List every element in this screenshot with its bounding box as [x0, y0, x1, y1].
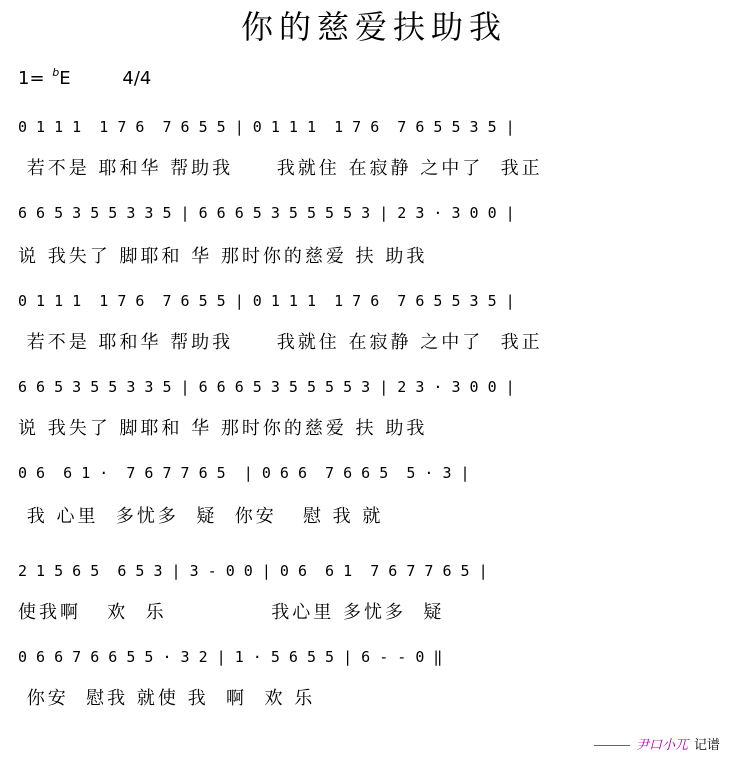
key-prefix: 1=: [18, 68, 45, 89]
lyrics-line-3: 若不是 耶和华 帮助我 我就住 在寂静 之中了 我正: [18, 332, 543, 353]
notation-line-1: 0 1 1 1 1 7 6 7 6 5 5 | 0 1 1 1 1 7 6 7 6 5 5 3 5 |: [18, 118, 515, 136]
lyrics-line-1: 若不是 耶和华 帮助我 我就住 在寂静 之中了 我正: [18, 158, 543, 179]
notation-line-6: 2 1 5 6 5 6 5 3 | 3 - 0 0 | 0 6 6 1 7 6 7 7 6 5 |: [18, 562, 488, 580]
time-signature: 4/4: [122, 68, 152, 89]
notation-line-4: 6 6 5 3 5 5 3 3 5 | 6 6 6 5 3 5 5 5 5 3 | 2 3 · 3 0 0 |: [18, 378, 515, 396]
notation-line-2: 6 6 5 3 5 5 3 3 5 | 6 6 6 5 3 5 5 5 5 3 | 2 3 · 3 0 0 |: [18, 204, 515, 222]
lyrics-line-2: 说 我失了 脚耶和 华 那时你的慈爱 扶 助我: [18, 246, 428, 267]
song-title: 你的慈爱扶助我: [240, 8, 507, 46]
lyrics-line-7: 你安 慰我 就使 我 啊 欢 乐: [18, 688, 316, 709]
notation-line-3: 0 1 1 1 1 7 6 7 6 5 5 | 0 1 1 1 1 7 6 7 6 5 5 3 5 |: [18, 292, 515, 310]
notation-line-7: 0 6 6 7 6 6 5 5 · 3 2 | 1 · 5 6 5 5 | 6 - - 0 ‖: [18, 648, 443, 666]
lyrics-line-6: 使我啊 欢 乐 我心里 多忧多 疑: [18, 602, 445, 623]
key-note: E: [59, 68, 71, 89]
credit-label: 记谱: [693, 738, 720, 753]
lyrics-line-4: 说 我失了 脚耶和 华 那时你的慈爱 扶 助我: [18, 418, 428, 439]
lyrics-line-5: 我 心里 多忧多 疑 你安 慰 我 就: [18, 506, 384, 527]
transcriber-credit: [594, 734, 720, 753]
credit-dash: [594, 745, 630, 746]
notation-line-5: 0 6 6 1 · 7 6 7 7 6 5 | 0 6 6 7 6 6 5 5 · 3 |: [18, 464, 470, 482]
flat-sign: b: [52, 66, 60, 79]
transcriber-name: 尹口小兀: [635, 738, 688, 753]
key-signature: [18, 68, 151, 89]
